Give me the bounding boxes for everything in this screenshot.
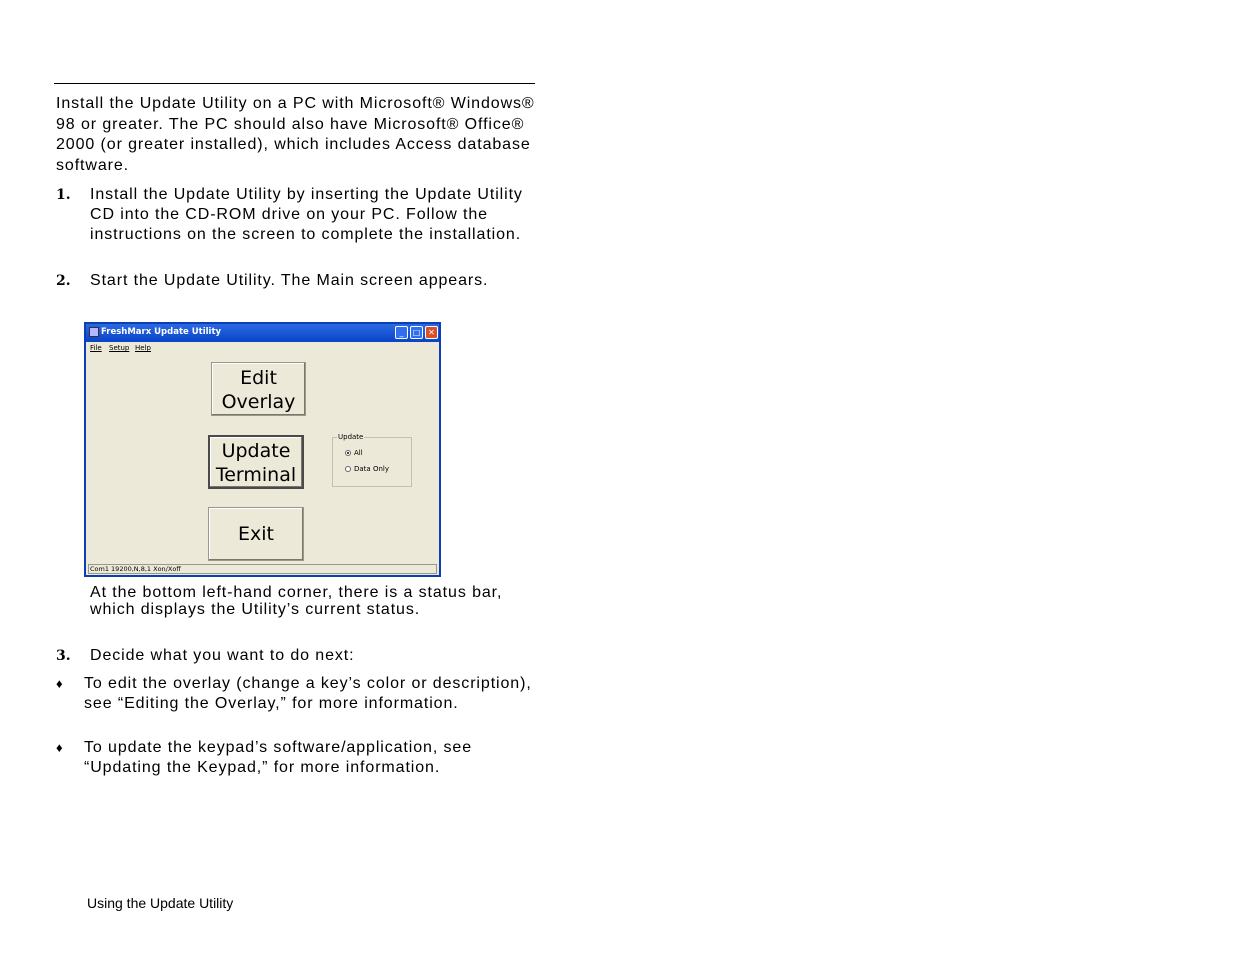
menu-bar [86, 342, 439, 354]
menu-help[interactable]: Help [135, 344, 151, 352]
close-icon[interactable]: ✕ [425, 326, 438, 339]
radio-unselected-icon [345, 466, 351, 472]
maximize-icon[interactable]: □ [410, 326, 423, 339]
bullet-text: To edit the overlay (change a key’s color or description), see “Editing the Overlay,” for more information. [84, 675, 532, 712]
diamond-bullet-icon: ♦ [56, 740, 63, 755]
minimize-icon[interactable]: _ [395, 326, 408, 339]
step-text: Decide what you want to do next: [90, 647, 355, 664]
radio-data-only[interactable] [345, 465, 389, 473]
radio-all[interactable] [345, 449, 363, 457]
radio-data-only-label: Data Only [354, 465, 389, 473]
edit-overlay-button[interactable] [211, 362, 306, 416]
radio-all-label: All [354, 449, 363, 457]
update-terminal-button[interactable] [208, 435, 304, 489]
step-number: 3. [56, 648, 71, 664]
screenshot-caption: At the bottom left-hand corner, there is a status bar, which displays the Utility’s current status. [90, 584, 503, 619]
step-number: 2. [56, 273, 71, 289]
update-terminal-line1: Update [221, 440, 291, 462]
update-group-label: Update [338, 433, 364, 441]
exit-label: Exit [238, 523, 274, 545]
update-terminal-line2: Terminal [215, 464, 297, 486]
menu-setup[interactable]: Setup [109, 344, 130, 352]
intro-paragraph: Install the Update Utility on a PC with Microsoft® Windows® 98 or greater. The PC should also have Microsoft® Office® 2000 (or greater installed), which includes Access database software. [56, 95, 535, 175]
exit-button[interactable] [208, 507, 304, 561]
window-title: FreshMarx Update Utility [101, 327, 222, 337]
bullet-text: To update the keypad’s software/application, see “Updating the Keypad,” for more information. [84, 739, 473, 776]
step-text: Start the Update Utility. The Main screen appears. [90, 272, 489, 289]
header-rule [54, 83, 535, 84]
edit-overlay-line2: Overlay [221, 391, 296, 413]
step-text: Install the Update Utility by inserting the Update Utility CD into the CD-ROM drive on your PC. Follow the instructions on the screen to complete the installation. [90, 186, 523, 243]
window-titlebar [86, 324, 439, 342]
menu-file[interactable]: File [90, 344, 102, 352]
status-bar: Com1 19200,N,8,1 Xon/Xoff [88, 564, 437, 574]
update-groupbox [332, 433, 412, 487]
page-footer: Using the Update Utility [87, 895, 234, 911]
diamond-bullet-icon: ♦ [56, 676, 63, 691]
radio-selected-icon [345, 450, 351, 456]
app-window-screenshot [84, 322, 441, 577]
app-icon [89, 327, 99, 337]
edit-overlay-line1: Edit [240, 367, 277, 389]
step-number: 1. [56, 187, 71, 203]
